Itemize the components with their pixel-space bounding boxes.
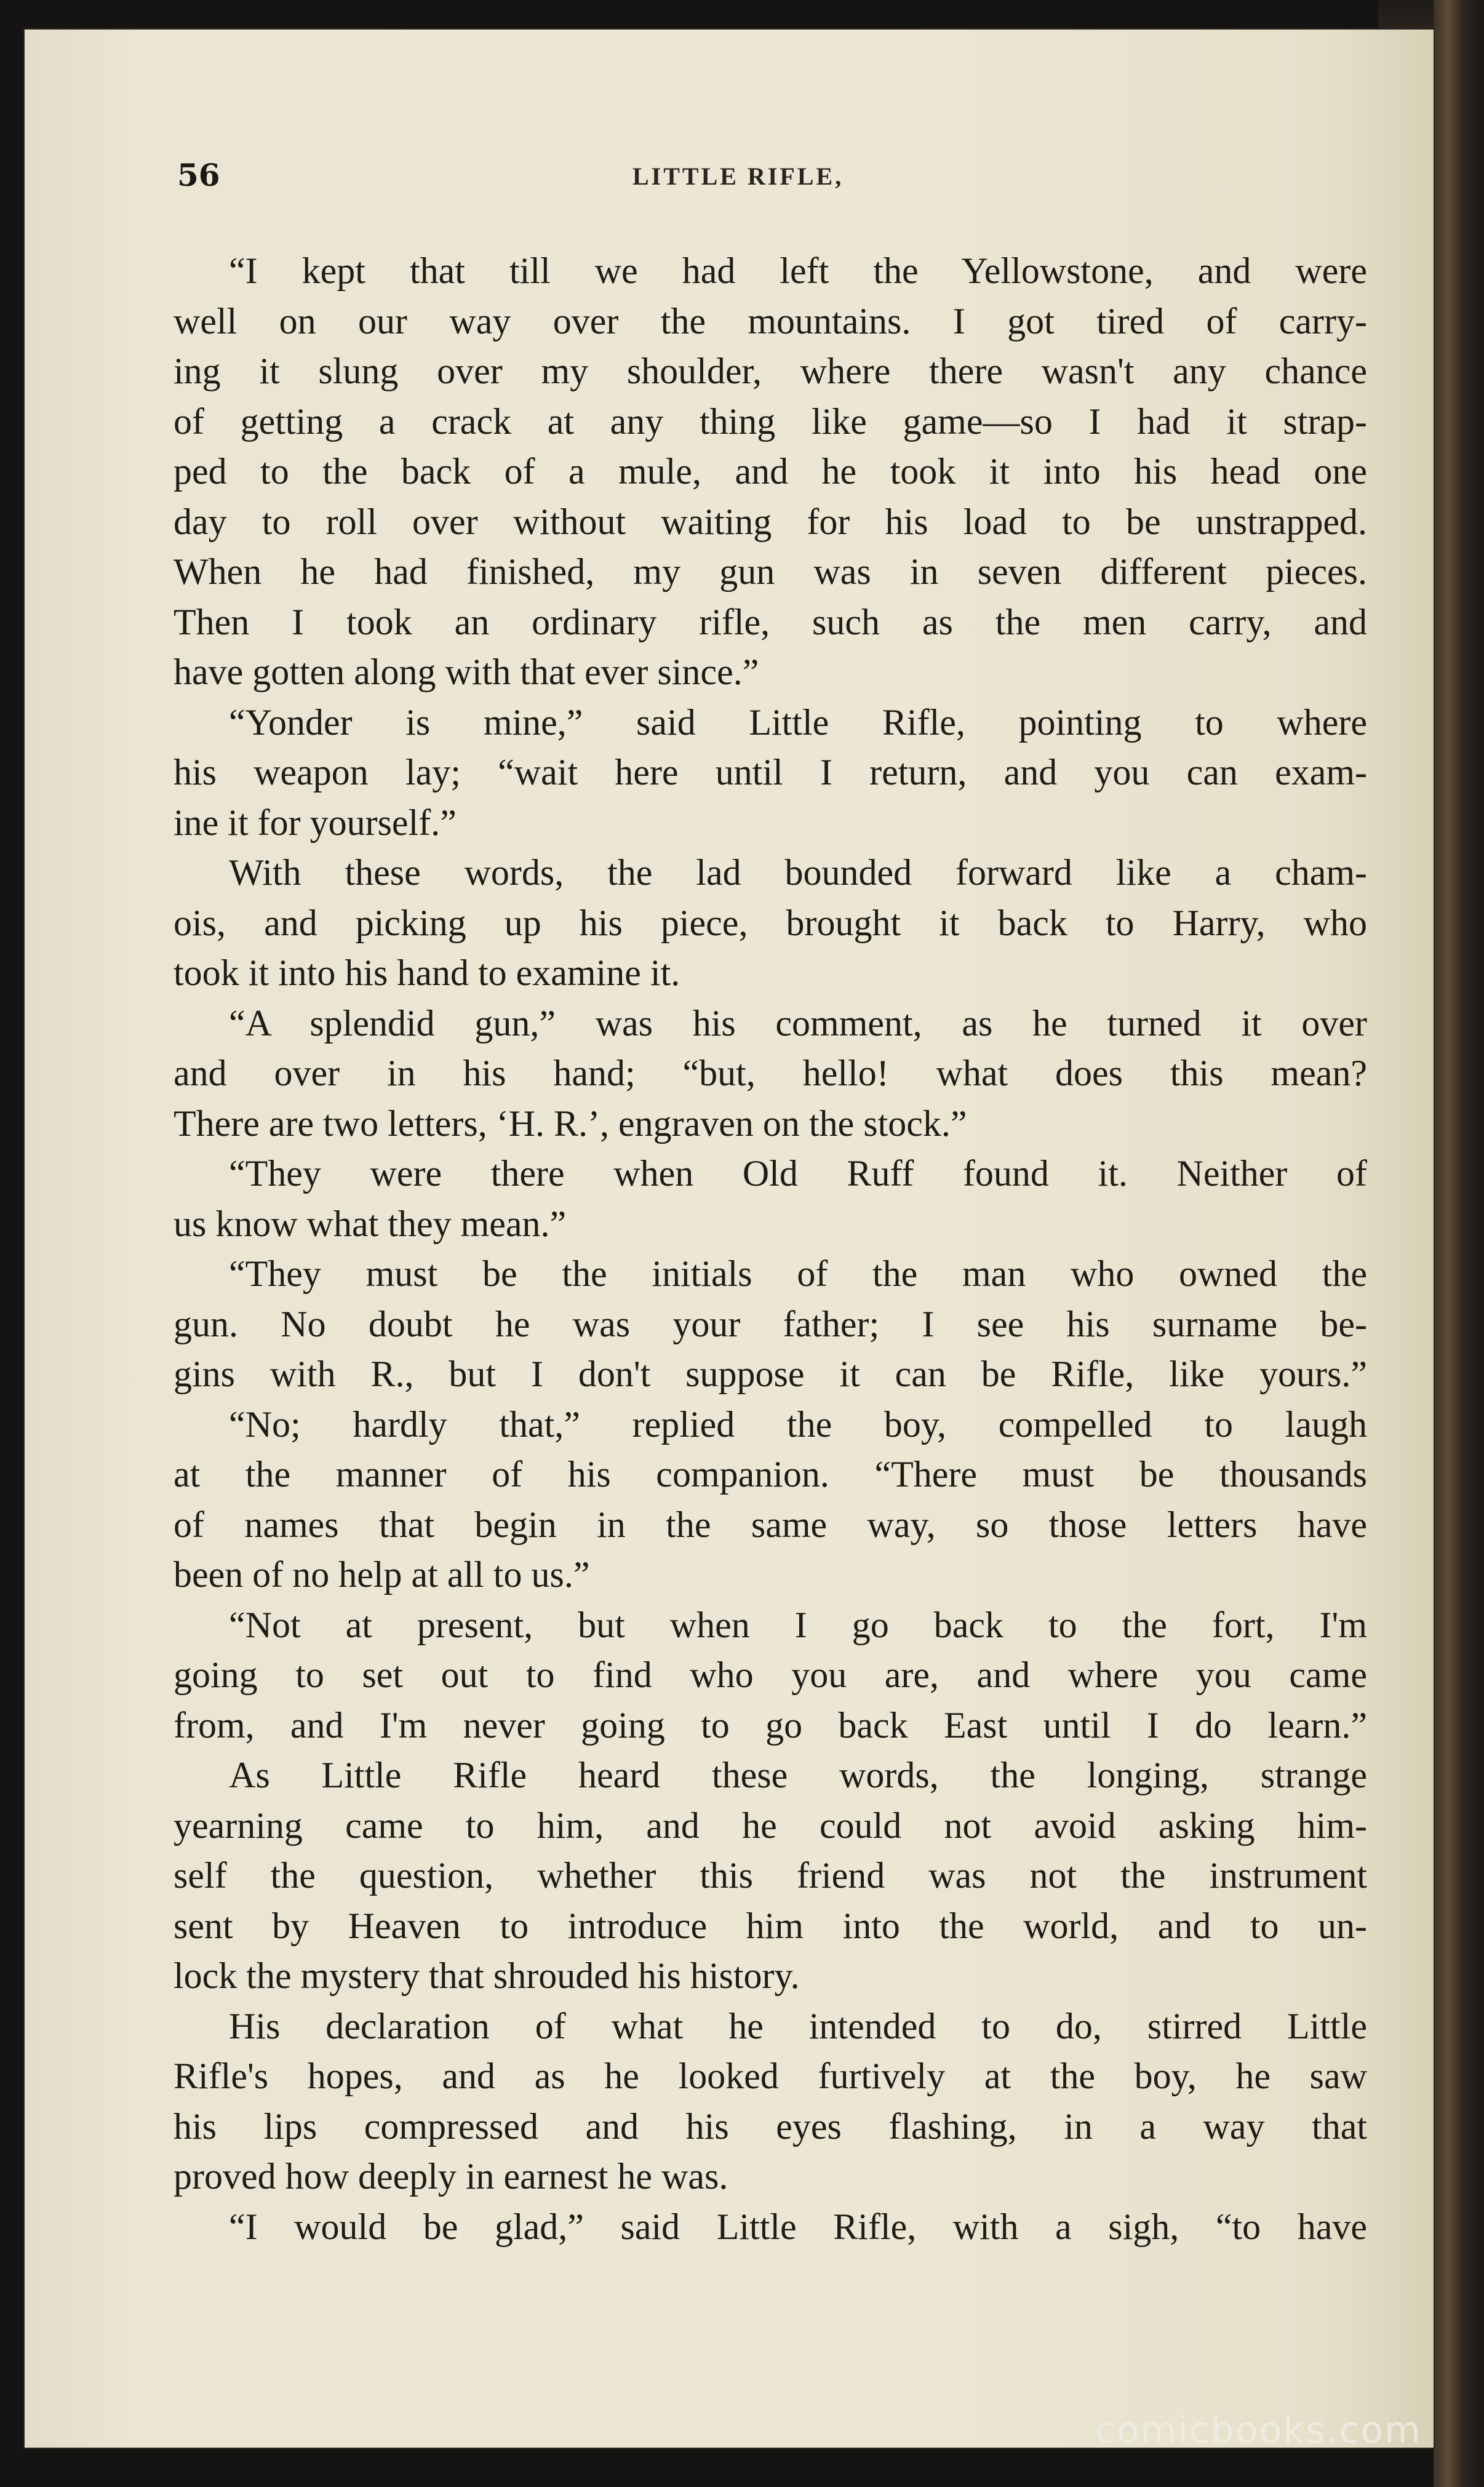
text-line: His declaration of what he intended to do, stirred Little	[229, 2005, 1367, 2046]
text-line: well on our way over the mountains. I got tired of carry-	[174, 300, 1367, 341]
watermark-text: comicbooks.com	[1095, 2409, 1422, 2452]
page-edge-shadow	[1434, 0, 1484, 2487]
text-line: There are two letters, ‘H. R.’, engraven on the stock.”	[174, 1103, 967, 1144]
text-line: When he had finished, my gun was in seven different pieces.	[174, 551, 1367, 592]
text-line: and over in his hand; “but, hello! what does this mean?	[174, 1053, 1367, 1093]
text-line: took it into his hand to examine it.	[174, 952, 680, 993]
text-line: “A splendid gun,” was his comment, as he turned it over	[229, 1002, 1367, 1044]
text-line: his lips compressed and his eyes flashing, in a way that	[174, 2106, 1367, 2147]
page-number: 56	[177, 157, 220, 193]
text-line: “I kept that till we had left the Yellowstone, and were	[229, 250, 1367, 291]
text-line: “Not at present, but when I go back to the fort, I'm	[229, 1604, 1367, 1645]
text-line: “They must be the initials of the man who owned the	[229, 1253, 1367, 1294]
text-line: ing it slung over my shoulder, where there wasn't any chance	[174, 351, 1367, 391]
text-line: gins with R., but I don't suppose it can be Rifle, like yours.”	[174, 1354, 1367, 1394]
text-line: lock the mystery that shrouded his history.	[174, 1955, 800, 1996]
text-line: “They were there when Old Ruff found it. Neither of	[229, 1153, 1367, 1194]
text-line: ine it for yourself.”	[174, 802, 457, 843]
text-line: ois, and picking up his piece, brought it back to Harry, who	[174, 902, 1367, 943]
text-line: of names that begin in the same way, so those letters have	[174, 1504, 1367, 1545]
text-line: proved how deeply in earnest he was.	[174, 2156, 728, 2197]
text-line: going to set out to find who you are, and where you came	[174, 1655, 1367, 1695]
text-line: As Little Rifle heard these words, the longing, strange	[229, 1755, 1367, 1795]
text-line: sent by Heaven to introduce him into the world, and to un-	[174, 1905, 1367, 1946]
text-line: With these words, the lad bounded forward like a cham-	[229, 852, 1367, 893]
text-line: been of no help at all to us.”	[174, 1554, 590, 1595]
text-line: gun. No doubt he was your father; I see his surname be-	[174, 1303, 1367, 1344]
text-line: at the manner of his companion. “There must be thousands	[174, 1454, 1367, 1495]
text-line: “I would be glad,” said Little Rifle, with a sigh, “to have	[229, 2206, 1367, 2247]
text-line: have gotten along with that ever since.”	[174, 652, 759, 692]
text-line: us know what they mean.”	[174, 1203, 567, 1244]
text-line: ped to the back of a mule, and he took it into his head one	[174, 451, 1367, 492]
text-line: day to roll over without waiting for his load to be unstrapped.	[174, 501, 1367, 542]
body-text	[174, 246, 1367, 2252]
text-line: Then I took an ordinary rifle, such as the men carry, and	[174, 601, 1367, 642]
text-line: his weapon lay; “wait here until I return, and you can exam-	[174, 752, 1367, 792]
running-head-title: LITTLE RIFLE,	[632, 162, 844, 190]
text-line: of getting a crack at any thing like game—so I had it strap-	[174, 401, 1367, 442]
text-line: from, and I'm never going to go back East until I do learn.”	[174, 1704, 1367, 1746]
text-line: “No; hardly that,” replied the boy, compelled to laugh	[229, 1403, 1367, 1445]
text-line: “Yonder is mine,” said Little Rifle, pointing to where	[229, 701, 1367, 743]
text-line: yearning came to him, and he could not avoid asking him-	[174, 1805, 1367, 1846]
text-line: Rifle's hopes, and as he looked furtively at the boy, he saw	[174, 2056, 1367, 2096]
text-line: self the question, whether this friend was not the instrument	[174, 1855, 1367, 1896]
running-head	[177, 157, 1371, 200]
